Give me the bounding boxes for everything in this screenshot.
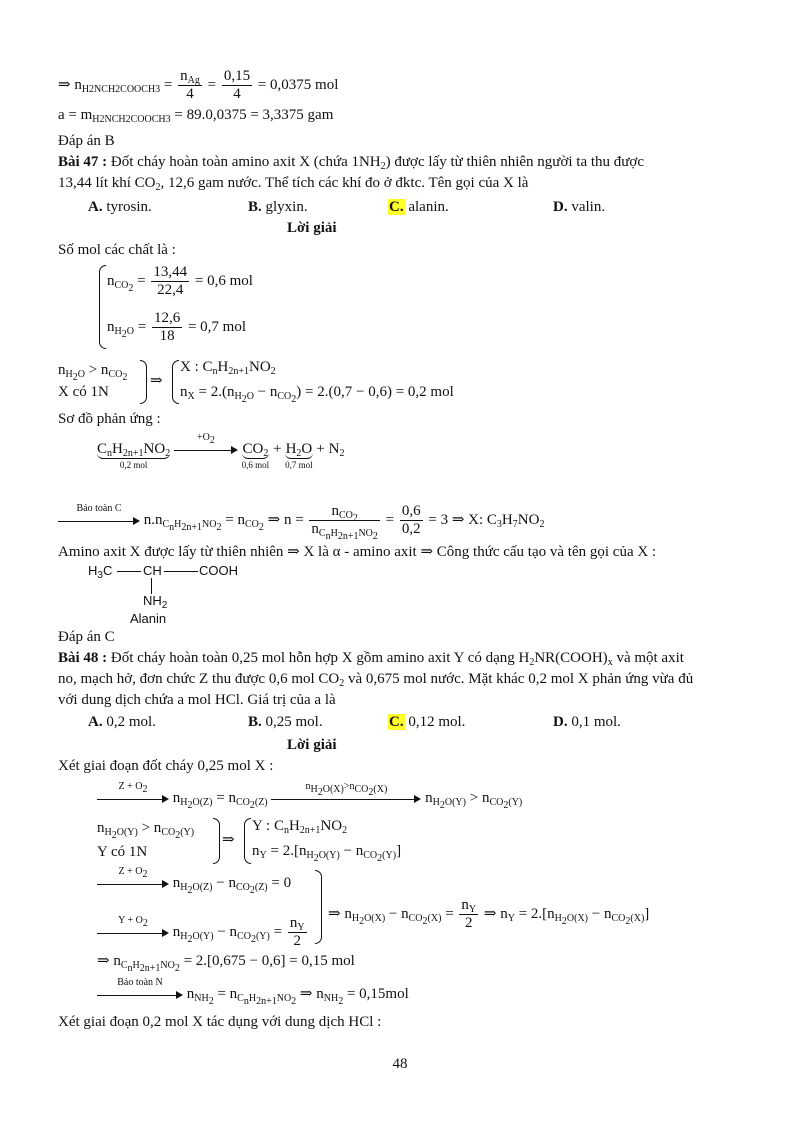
bai47-option-b: B. glyxin. (248, 199, 308, 215)
x-formula: X : $C_nH_{2n+1}NO_2$ (180, 359, 276, 377)
bond-2 (164, 571, 198, 572)
bond-1 (117, 571, 141, 572)
carbon-balance: Bảo toàn C $n.n_{C_nH_{2n+1}NO_2} = n_{CO_2}$ ⇒ n = $\frac{n_{CO_2}}{n_{C_nH_{2n+1}NO_2}}$ = $\frac{0,6}{0,2}$ = 3 ⇒ X: $C_3H_7NO_2$ (58, 503, 544, 538)
bai48-question-line3: với dung dịch chứa a mol HCl. Giá trị của a là (58, 692, 336, 708)
eq-n-ester: ⇒ $n_{H2NCH2COOCH3}$ = $\frac{n_{Ag}}{4}$ = $\frac{0,15}{4}$ = 0,0375 mol (58, 68, 339, 102)
ny-calc: $n_Y = 2.[n_{H_2O(Y)} - n_{CO_2(Y)}]$ (252, 843, 402, 864)
conclusion: Amino axit X được lấy từ thiên nhiên ⇒ X là α - amino axit ⇒ Công thức cấu tạo và tên gọi của X : (58, 544, 657, 560)
struct-ch: CH (143, 563, 162, 578)
brace-left (172, 360, 179, 404)
combustion-chain: $Z + O_2$ $n_{H_2O(Z)} = n_{CO_2(Z)}$ $n_{H_2O(X)}>n_{CO_2(X)}$ $n_{H_2O(Y)} > n_{CO_2(Y)}$ (97, 789, 522, 808)
bai47-question-line1: Bài 47 : Đốt cháy hoàn toàn amino axit X (chứa $1NH_2$) được lấy từ thiên nhiên người ta thu được (58, 154, 645, 172)
bai48-option-b: B. 0,25 mol. (248, 714, 323, 730)
brace-system (99, 265, 106, 349)
answer-prev: Đáp án B (58, 133, 115, 149)
implies-arrow-2: ⇒ (222, 832, 235, 848)
bai47-option-c: C. alanin. (389, 199, 449, 215)
bai47-question-line2: 13,44 lít khí $CO_2$, 12,6 gam nước. Thể tích các khí đo ở đktc. Tên gọi của X là (58, 175, 529, 193)
page-number: 48 (392, 1056, 408, 1072)
implies-arrow: ⇒ (150, 373, 163, 389)
brace-right-2 (213, 818, 220, 864)
cond-nh2o-gt-nco2: $n_{H_2O} > n_{CO_2}$ (58, 362, 128, 383)
bai48-question-line1: Bài 48 : Đốt cháy hoàn toàn 0,25 mol hỗn hợp X gồm amino axit Y có dạng $H_2NR(COOH)_x$ và một axit (58, 650, 684, 668)
bai48-option-c: C. 0,12 mol. (389, 714, 466, 730)
bai47-moles-intro: Số mol các chất là : (58, 242, 176, 258)
eq-nco2: $n_{CO_2}$ = $\frac{13,44}{22,4}$ = 0,6 mol (107, 264, 253, 298)
cond-y: $n_{H_2O(Y)} > n_{CO_2(Y)}$ (97, 820, 195, 841)
nx-calc: $n_X = 2.(n_{H_2O} - n_{CO_2}) = 2.(0,7 - 0,6) = 0,2$ mol (180, 384, 454, 405)
bai48-solution-title: Lời giải (287, 737, 337, 753)
y-formula: Y : $C_nH_{2n+1}NO_2$ (252, 818, 348, 836)
brace-right (140, 360, 147, 404)
struct-h3c: $H_3C$ (88, 563, 113, 581)
cond-y-1n: Y có 1N (97, 844, 148, 860)
bai48-question-line2: no, mạch hở, đơn chức Z thu được 0,6 mol $CO_2$ và 0,675 mol nước. Mặt khác 0,2 mol X phản ứng vừa đủ (58, 671, 694, 689)
x-difference: ⇒ $n_{H_2O(X)} - n_{CO_2(X)}$ = $\frac{n_Y}{2}$ ⇒ $n_Y = 2.[n_{H_2O(X)} - n_{CO_2(X)}]$ (328, 897, 650, 931)
bai47-option-d: D. valin. (553, 199, 606, 215)
bai48-option-d: D. 0,1 mol. (553, 714, 621, 730)
bai47-option-a: A. tyrosin. (88, 199, 152, 215)
eq-nh2o: $n_{H_2O}$ = $\frac{12,6}{18}$ = 0,7 mol (107, 310, 246, 344)
struct-name: Alanin (130, 611, 167, 626)
nitrogen-balance: Bảo toàn N $n_{NH_2} = n_{C_nH_{2n+1}NO_2}$ ⇒ $n_{NH_2} = 0,15mol$ (97, 985, 409, 1004)
scheme-intro: Sơ đồ phản ứng : (58, 411, 161, 427)
brace-left-2 (244, 818, 251, 864)
struct-cooh: COOH (199, 563, 238, 578)
y-combustion: $Y + O_2$ $n_{H_2O(Y)} - n_{CO_2(Y)}$ = $\frac{n_Y}{2}$ (97, 915, 309, 950)
z-combustion: $Z + O_2$ $n_{H_2O(Z)} - n_{CO_2(Z)} = 0$ (97, 874, 291, 893)
bai47-solution-title: Lời giải (287, 220, 337, 236)
reaction-scheme: $C_nH_{2n+1}NO_2$ 0,2 mol $+O_2$ $CO_2$ 0,6 mol + $H_2O$ 0,7 mol + $N_2$ (97, 431, 345, 470)
bai47-answer: Đáp án C (58, 629, 115, 645)
amino-moles: ⇒ $n_{C_nH_{2n+1}NO_2} = 2.[0,675 - 0,6] = 0,15$ mol (97, 953, 355, 974)
cond-x-1n: X có 1N (58, 384, 109, 400)
brace-right-3 (315, 870, 322, 944)
stage2-intro: Xét giai đoạn 0,2 mol X tác dụng với dung dịch HCl : (58, 1014, 382, 1030)
eq-mass-a: $a = m_{H2NCH2COOCH3} = 89.0,0375 = 3,3375$ gam (58, 107, 334, 125)
bai48-option-a: A. 0,2 mol. (88, 714, 156, 730)
stage1-intro: Xét giai đoạn đốt cháy 0,25 mol X : (58, 758, 274, 774)
struct-nh2: $NH_2$ (143, 593, 168, 611)
